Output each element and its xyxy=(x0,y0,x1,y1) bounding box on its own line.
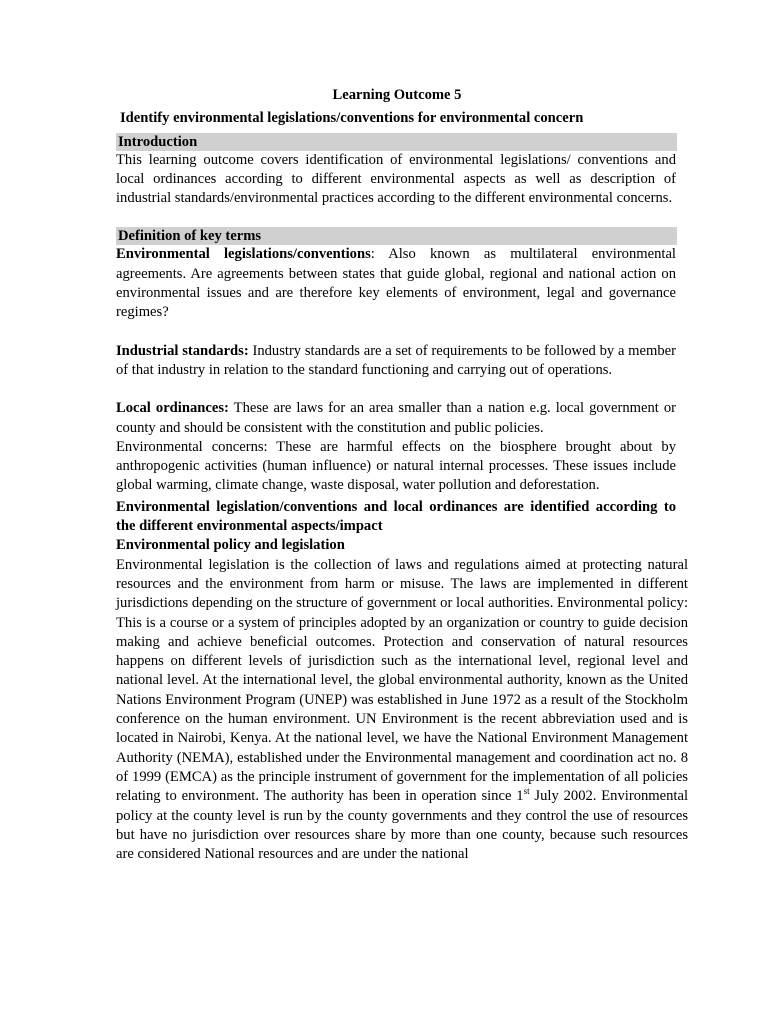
term-local-ordinances: Local ordinances: xyxy=(116,400,229,417)
term-industrial-standards: Industrial standards: xyxy=(116,342,249,359)
definition-local-ordinances xyxy=(116,399,676,438)
term-environmental-legislations: Environmental legislations/conventions xyxy=(116,246,371,263)
spacer xyxy=(116,208,688,227)
section-subheading: Environmental policy and legislation xyxy=(116,537,345,554)
section-heading: Environmental legislation/conventions and local ordinances are identified according to the different environmental aspects/impact xyxy=(116,498,676,535)
page-subtitle: Identify environmental legislations/conventions for environmental concern xyxy=(120,110,584,127)
page-title: Learning Outcome 5 xyxy=(332,87,462,103)
introduction-header: Introduction xyxy=(116,133,677,151)
document-page xyxy=(116,86,688,864)
definition-text: : Also known as multilateral environmental agreements. Are agreements between states that guide global, regional and national action on environmental issues and are therefore key elements of environment, legal and governance regimes? xyxy=(116,246,676,321)
definition-text: Industry standards are a set of requirements to be followed by a member of that industry in relation to the standard functioning and carrying out of operations. xyxy=(116,342,676,378)
spacer xyxy=(116,380,688,399)
definitions-header: Definition of key terms xyxy=(116,227,677,245)
definition-environmental-legislations xyxy=(116,245,676,322)
superscript: st xyxy=(523,786,530,797)
definition-industrial-standards xyxy=(116,342,676,381)
section-body xyxy=(116,556,688,865)
body-text: July 2002. Environmental policy at the county level is run by the county governments and they control the use of resources but have no jurisdiction over resources share by more than one county, because such resources are considered National resources and are under the national xyxy=(116,788,688,863)
spacer xyxy=(116,323,688,342)
definition-environmental-concerns: Environmental concerns: These are harmful effects on the biosphere brought about by anthropogenic activities (human influence) or natural internal processes. These issues include global warming, climate change, waste disposal, water pollution and deforestation. xyxy=(116,438,676,494)
introduction-text: This learning outcome covers identification of environmental legislations/ conventions and local ordinances according to different environmental aspects as well as description of industrial standards/environmental practices according to the different environmental concerns. xyxy=(116,151,676,207)
definition-text: These are laws for an area smaller than a nation e.g. local government or county and should be consistent with the constitution and public policies. xyxy=(116,400,676,436)
body-text: Environmental legislation is the collection of laws and regulations aimed at protecting natural resources and the environment from harm or misuse. The laws are implemented in different jurisdictions depending on the structure of government or local authorities. Environmental policy: This is a course or a system of principles adopted by an organization or country to guide decision making and achieve beneficial outcomes. Protection and conservation of natural resources happens on different levels of jurisdiction such as the international level, regional level and national level. At the international level, the global environmental authority, known as the United Nations Environment Program (UNEP) was established in June 1972 as a result of the Stockholm conference on the human environment. UN Environment is the recent abbreviation used and is located in Nairobi, Kenya. At the national level, we have the National Environment Management Authority (NEMA), established under the Environmental management and coordination act no. 8 of 1999 (EMCA) as the principle instrument of government for the implementation of all policies relating to environment. The authority has been in operation since 1 xyxy=(116,556,688,805)
